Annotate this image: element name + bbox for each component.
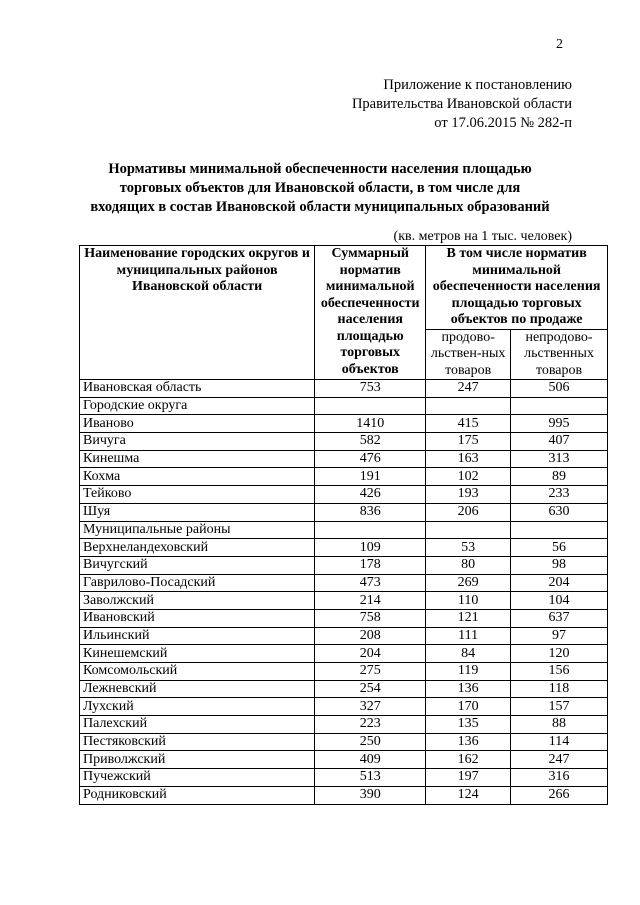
cell-food: 102 xyxy=(426,468,511,486)
cell-total: 214 xyxy=(315,592,426,610)
cell-nonfood: 118 xyxy=(511,680,608,698)
cell-municipality: Верхнеландеховский xyxy=(80,539,315,557)
table-row xyxy=(80,556,608,574)
cell-total: 753 xyxy=(315,380,426,398)
cell-municipality: Комсомольский xyxy=(80,663,315,681)
cell-nonfood: 56 xyxy=(511,539,608,557)
table-row xyxy=(80,751,608,769)
cell-municipality: Городские округа xyxy=(80,397,315,415)
cell-municipality: Лухский xyxy=(80,698,315,716)
table-row xyxy=(80,574,608,592)
header-total: Суммарный норматив минимальной обеспеченности населения площадью торговых объектов xyxy=(315,246,426,380)
cell-food: 415 xyxy=(426,415,511,433)
cell-nonfood: 157 xyxy=(511,698,608,716)
header-row xyxy=(80,246,608,330)
cell-nonfood: 98 xyxy=(511,556,608,574)
cell-municipality: Заволжский xyxy=(80,592,315,610)
cell-municipality: Вичуга xyxy=(80,433,315,451)
cell-total: 327 xyxy=(315,698,426,716)
appendix-line: Приложение к постановлению xyxy=(383,77,572,93)
cell-nonfood: 97 xyxy=(511,627,608,645)
cell-municipality: Приволжский xyxy=(80,751,315,769)
cell-municipality: Пучежский xyxy=(80,769,315,787)
header-municipality: Наименование городских округов и муниципальных районов Ивановской области xyxy=(80,246,315,380)
document-title xyxy=(60,160,580,217)
cell-nonfood: 637 xyxy=(511,609,608,627)
table-row xyxy=(80,698,608,716)
cell-municipality: Иваново xyxy=(80,415,315,433)
cell-municipality: Ивановский xyxy=(80,609,315,627)
table-row xyxy=(80,450,608,468)
table-row xyxy=(80,645,608,663)
cell-total: 1410 xyxy=(315,415,426,433)
cell-food: 84 xyxy=(426,645,511,663)
appendix-line: от 17.06.2015 № 282-п xyxy=(434,115,572,131)
cell-food xyxy=(426,521,511,539)
cell-municipality: Лежневский xyxy=(80,680,315,698)
cell-food: 53 xyxy=(426,539,511,557)
cell-food: 110 xyxy=(426,592,511,610)
table-row xyxy=(80,663,608,681)
table-row xyxy=(80,415,608,433)
norms-table xyxy=(79,245,608,805)
header-including: В том числе норматив минимальной обеспеченности населения площадью торговых объектов по продаже xyxy=(426,246,608,330)
cell-municipality: Тейково xyxy=(80,486,315,504)
cell-total: 476 xyxy=(315,450,426,468)
table-row xyxy=(80,521,608,539)
cell-food: 247 xyxy=(426,380,511,398)
cell-food: 175 xyxy=(426,433,511,451)
cell-total: 254 xyxy=(315,680,426,698)
cell-nonfood: 247 xyxy=(511,751,608,769)
cell-municipality: Родниковский xyxy=(80,786,315,804)
cell-total: 473 xyxy=(315,574,426,592)
table-row xyxy=(80,680,608,698)
cell-total: 208 xyxy=(315,627,426,645)
appendix-line: Правительства Ивановской области xyxy=(351,96,572,112)
table-row xyxy=(80,539,608,557)
cell-nonfood: 630 xyxy=(511,503,608,521)
cell-nonfood: 233 xyxy=(511,486,608,504)
cell-food: 269 xyxy=(426,574,511,592)
title-line: Нормативы минимальной обеспеченности населения площадью xyxy=(108,161,532,177)
cell-food: 119 xyxy=(426,663,511,681)
header-food: продово-льствен-ных товаров xyxy=(426,329,511,380)
cell-total: 426 xyxy=(315,486,426,504)
table-row xyxy=(80,433,608,451)
table-row xyxy=(80,592,608,610)
cell-food: 136 xyxy=(426,680,511,698)
cell-total: 758 xyxy=(315,609,426,627)
cell-total: 836 xyxy=(315,503,426,521)
cell-food: 206 xyxy=(426,503,511,521)
cell-food: 170 xyxy=(426,698,511,716)
cell-total: 204 xyxy=(315,645,426,663)
cell-nonfood: 266 xyxy=(511,786,608,804)
cell-nonfood: 89 xyxy=(511,468,608,486)
cell-municipality: Палехский xyxy=(80,716,315,734)
cell-food xyxy=(426,397,511,415)
table-row xyxy=(80,468,608,486)
cell-nonfood: 995 xyxy=(511,415,608,433)
cell-nonfood: 506 xyxy=(511,380,608,398)
cell-food: 163 xyxy=(426,450,511,468)
cell-total: 275 xyxy=(315,663,426,681)
cell-total: 223 xyxy=(315,716,426,734)
page-number: 2 xyxy=(556,37,563,52)
cell-food: 193 xyxy=(426,486,511,504)
table-row xyxy=(80,503,608,521)
cell-total: 390 xyxy=(315,786,426,804)
cell-nonfood: 316 xyxy=(511,769,608,787)
cell-total: 250 xyxy=(315,733,426,751)
table-row xyxy=(80,486,608,504)
cell-total: 191 xyxy=(315,468,426,486)
cell-municipality: Кохма xyxy=(80,468,315,486)
cell-municipality: Муниципальные районы xyxy=(80,521,315,539)
cell-municipality: Ильинский xyxy=(80,627,315,645)
cell-total: 109 xyxy=(315,539,426,557)
table-row xyxy=(80,380,608,398)
table-row xyxy=(80,609,608,627)
cell-nonfood: 120 xyxy=(511,645,608,663)
units-note: (кв. метров на 1 тыс. человек) xyxy=(393,229,572,244)
cell-total: 582 xyxy=(315,433,426,451)
cell-nonfood: 407 xyxy=(511,433,608,451)
cell-food: 135 xyxy=(426,716,511,734)
table-row xyxy=(80,733,608,751)
table-row xyxy=(80,786,608,804)
cell-nonfood: 114 xyxy=(511,733,608,751)
cell-municipality: Пестяковский xyxy=(80,733,315,751)
title-line: входящих в состав Ивановской области муниципальных образований xyxy=(90,199,550,215)
cell-nonfood: 104 xyxy=(511,592,608,610)
cell-municipality: Кинешма xyxy=(80,450,315,468)
cell-food: 121 xyxy=(426,609,511,627)
table-row xyxy=(80,627,608,645)
title-line: торговых объектов для Ивановской области, в том числе для xyxy=(119,180,521,196)
cell-nonfood xyxy=(511,397,608,415)
cell-nonfood xyxy=(511,521,608,539)
cell-nonfood: 204 xyxy=(511,574,608,592)
cell-total xyxy=(315,397,426,415)
table-row xyxy=(80,716,608,734)
cell-nonfood: 88 xyxy=(511,716,608,734)
cell-food: 80 xyxy=(426,556,511,574)
cell-municipality: Вичугский xyxy=(80,556,315,574)
cell-municipality: Шуя xyxy=(80,503,315,521)
cell-total: 513 xyxy=(315,769,426,787)
appendix-block xyxy=(352,76,572,133)
cell-nonfood: 156 xyxy=(511,663,608,681)
cell-food: 124 xyxy=(426,786,511,804)
cell-municipality: Ивановская область xyxy=(80,380,315,398)
cell-municipality: Кинешемский xyxy=(80,645,315,663)
cell-total xyxy=(315,521,426,539)
table-row xyxy=(80,397,608,415)
cell-total: 178 xyxy=(315,556,426,574)
cell-food: 111 xyxy=(426,627,511,645)
header-nonfood: непродово-льственных товаров xyxy=(511,329,608,380)
table-row xyxy=(80,769,608,787)
cell-food: 162 xyxy=(426,751,511,769)
cell-municipality: Гаврилово-Посадский xyxy=(80,574,315,592)
cell-food: 136 xyxy=(426,733,511,751)
cell-food: 197 xyxy=(426,769,511,787)
cell-nonfood: 313 xyxy=(511,450,608,468)
table-body xyxy=(80,380,608,805)
cell-total: 409 xyxy=(315,751,426,769)
